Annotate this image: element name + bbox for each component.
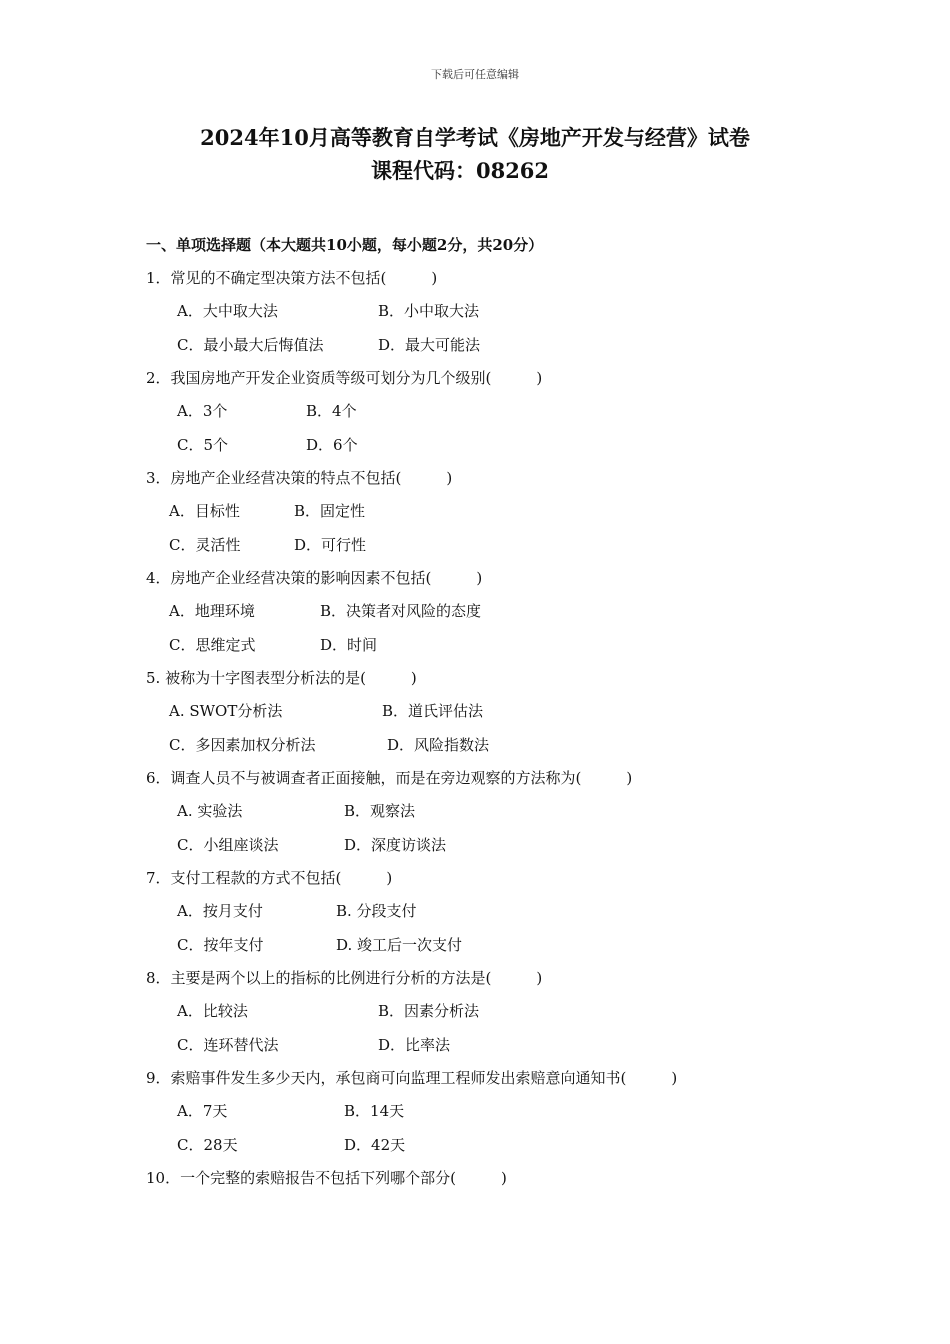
section-heading: 一、单项选择题（本大题共10小题，每小题2分，共20分） (146, 236, 544, 254)
question-4-option-c: C．思维定式 (169, 636, 256, 654)
question-6-option-a: A. 实验法 (177, 802, 243, 820)
question-7-option-a: A．按月支付 (177, 902, 263, 920)
question-3-option-a: A．目标性 (169, 502, 240, 520)
question-7-option-c: C．按年支付 (177, 936, 264, 954)
question-9-stem: 9．索赔事件发生多少天内，承包商可向监理工程师发出索赔意向通知书( ) (146, 1069, 678, 1087)
question-6-stem: 6．调查人员不与被调查者正面接触，而是在旁边观察的方法称为( ) (146, 769, 633, 787)
question-7-option-d: D. 竣工后一次支付 (336, 936, 463, 954)
question-1-option-a: A．大中取大法 (177, 302, 278, 320)
question-9-option-a: A．7天 (177, 1102, 228, 1120)
question-4-option-d: D．时间 (320, 636, 378, 654)
question-7-stem: 7．支付工程款的方式不包括( ) (146, 869, 393, 887)
question-1-stem: 1．常见的不确定型决策方法不包括( ) (146, 269, 438, 287)
question-5-option-b: B．道氏评估法 (382, 702, 484, 720)
question-2-option-a: A．3个 (177, 402, 228, 420)
question-6-option-d: D．深度访谈法 (344, 836, 447, 854)
question-6-option-c: C．小组座谈法 (177, 836, 279, 854)
question-3-option-b: B．固定性 (294, 502, 366, 520)
question-3-option-c: C．灵活性 (169, 536, 241, 554)
question-9-option-d: D．42天 (344, 1136, 406, 1154)
question-5-stem: 5. 被称为十字图表型分析法的是( ) (146, 669, 417, 687)
question-5-option-a: A. SWOT分析法 (169, 702, 283, 720)
question-2-option-c: C．5个 (177, 436, 229, 454)
question-4-stem: 4．房地产企业经营决策的影响因素不包括( ) (146, 569, 483, 587)
question-1-option-b: B．小中取大法 (378, 302, 480, 320)
question-9-option-b: B．14天 (344, 1102, 405, 1120)
question-2-stem: 2．我国房地产开发企业资质等级可划分为几个级别( ) (146, 369, 543, 387)
question-8-stem: 8．主要是两个以上的指标的比例进行分析的方法是( ) (146, 969, 543, 987)
question-1-option-c: C．最小最大后悔值法 (177, 336, 324, 354)
question-4-option-b: B．决策者对风险的态度 (320, 602, 482, 620)
course-code: 课程代码：08262 (370, 158, 550, 183)
question-3-stem: 3．房地产企业经营决策的特点不包括( ) (146, 469, 453, 487)
exam-title-line1: 2024年10月高等教育自学考试《房地产开发与经营》试卷 (200, 125, 750, 150)
question-6-option-b: B．观察法 (344, 802, 416, 820)
question-2-option-d: D．6个 (306, 436, 358, 454)
question-8-option-d: D．比率法 (378, 1036, 451, 1054)
exam-title (0, 122, 950, 188)
question-5-option-d: D．风险指数法 (387, 736, 490, 754)
question-7-option-b: B. 分段支付 (336, 902, 417, 920)
question-8-option-a: A．比较法 (177, 1002, 248, 1020)
question-5-option-c: C．多因素加权分析法 (169, 736, 316, 754)
header-note: 下载后可任意编辑 (431, 68, 519, 81)
question-8-option-b: B．因素分析法 (378, 1002, 480, 1020)
question-10-stem: 10．一个完整的索赔报告不包括下列哪个部分( ) (146, 1169, 507, 1187)
question-8-option-c: C．连环替代法 (177, 1036, 279, 1054)
question-4-option-a: A．地理环境 (169, 602, 255, 620)
question-9-option-c: C．28天 (177, 1136, 238, 1154)
question-3-option-d: D．可行性 (294, 536, 367, 554)
question-2-option-b: B．4个 (306, 402, 357, 420)
question-1-option-d: D．最大可能法 (378, 336, 481, 354)
